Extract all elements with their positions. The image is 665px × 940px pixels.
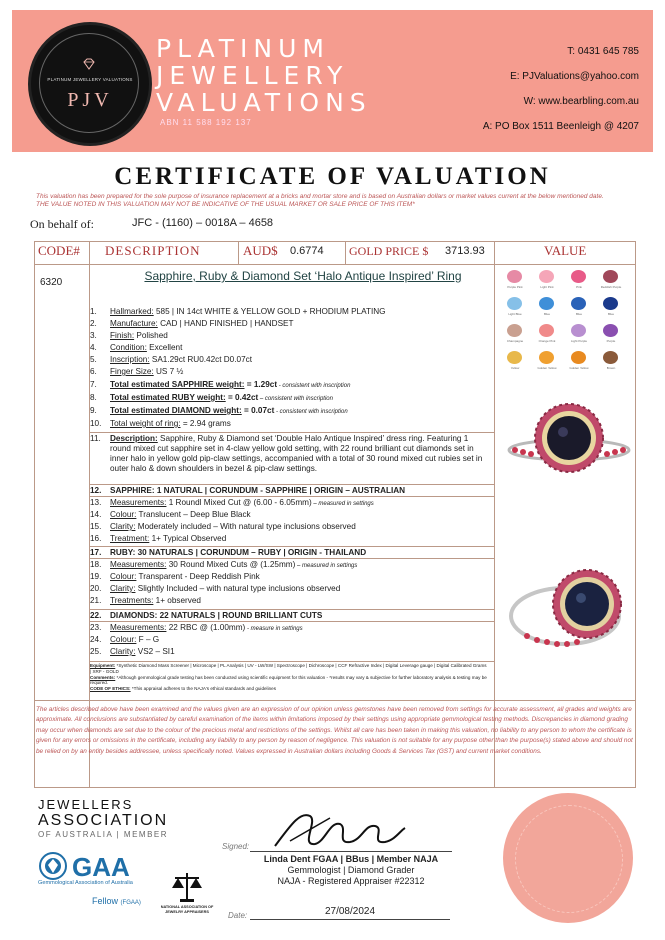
brand-line-2: JEWELLERY [156,61,349,90]
line-number: 13. [90,498,102,507]
gem-swatch-label: Yellow [510,366,520,370]
disclaimer [36,193,636,209]
item-code: 6320 [40,277,63,288]
behalf-value: JFC - (1160) – 0018A – 4658 [132,217,274,229]
line-number: 2. [90,319,97,328]
attribute-line: Total estimated SAPPHIRE weight: = 1.29ct - consistent with inscription [110,380,351,389]
naja-scales-icon [170,870,204,904]
gaa-subtitle: Gemmological Association of Australia [38,880,133,886]
gem-swatch-label: Light Blue [508,312,522,316]
line-number: 6. [90,367,97,376]
header-aud-value: 0.6774 [290,245,324,257]
gem-swatch-label: Purple [606,339,616,343]
line-number: 1. [90,307,97,316]
line-number: 5. [90,355,97,364]
ring-photo-side [505,556,633,661]
brand-line-1: PLATINUM [156,34,330,63]
line-number: 22. [90,611,102,620]
diamonds-detail: Colour: F – G [110,635,160,644]
gem-swatch-label: Pink [576,285,582,289]
line-number: 14. [90,510,102,519]
valuation-seal [503,793,633,923]
gem-swatch [507,324,522,337]
gem-swatch-label: Golden Yellow [569,366,589,370]
attribute-line: Condition: Excellent [110,343,183,352]
line-number: 3. [90,331,97,340]
line-number: 10. [90,419,102,428]
brand-line-3: VALUATIONS [156,88,372,117]
line-number: 18. [90,560,102,569]
ring-photo-top [505,388,633,496]
line-number: 16. [90,534,102,543]
ruby-detail: Treatments: 1+ observed [110,596,201,605]
date-label: Date: [228,911,248,920]
attribute-line: Finger Size: US 7 ½ [110,367,184,376]
line-number: 17. [90,548,102,557]
gem-swatch [571,351,586,364]
diamonds-heading: DIAMONDS: 22 NATURALS | ROUND BRILLIANT CUTS [110,611,323,620]
header-value: VALUE [544,243,587,258]
line-number: 8. [90,393,97,402]
fellow-label: Fellow (FGAA) [92,896,141,906]
gem-swatch [603,324,618,337]
gem-swatch-label: Brown [606,366,616,370]
footer-disclaimer: The articles described above have been examined and the values given are an expression of our opinion unless gemstones have been removed from settings for accurate assessment, all grades and weights are approximate. All conclusions are substantiated by careful examination of the items within limitations imposed by their settings using appropriate gemmological testing methods. Discrepancies in diamond grading may occur when diamonds are set due to the colour of the precious metal and restrictions of the settings. Whilst all care has been taken in making this valuation, no liability to any person to whom the certificate is given for any errors or omissions in the certificate, including any liability to any person by reason of negligence. This valuation is not suitable for any purpose other than the purpose(s) stated above and should not be relied on by an entity besides addressee, unless specifically noted. Values expressed in Australian dollars including Goods & Services Tax (GST) and current market conditions. [36,706,633,755]
diamond-icon [82,57,96,71]
gem-swatch-label: Orange Pink [538,339,556,343]
line-number: 21. [90,596,102,605]
contact-web: W: www.bearbling.com.au [523,96,639,107]
gem-swatch-label: Golden Yellow [537,366,557,370]
gem-swatch [507,270,522,283]
disclaimer-line-1: This valuation has been prepared for the sole purpose of insurance replacement at a bricks and mortar store and is based on Australian dollars or market values current at the below mentioned date. [36,193,604,200]
gem-swatch-label: Reddish Purple [600,285,622,289]
attribute-line: Finish: Polished [110,331,168,340]
gem-swatch-label: Light Pink [540,285,554,289]
header-description: DESCRIPTION [105,243,201,258]
diamonds-detail: Measurements: 22 RBC @ (1.00mm) - measure in settings [110,623,303,632]
gem-swatch [571,297,586,310]
notes-block: Equipment: *Synthetic Diamond Mass Screener | Microscope | PL Analysis | UV - LW/SW | Spectroscope | Dichroscope | CCF Refractive Index | Digital Leverage gauge | Digital Calibrated Grams | XRF - GOLD Comments: *Although gemmological grade testing has been conducted using scientific equipment for this valuation - *results may vary & subjective for further laboratory analysis & testing may be required. CODE OF ETHICS: *This appraisal adheres to the NAJA's ethical standards and guidelines [90,663,487,692]
disclaimer-line-2: THE VALUE NOTED IN THIS VALUATION MAY NOT BE INDICATIVE OF THE USUAL MARKET OR SALE PRICE OF THIS ITEM* [36,201,415,208]
contact-address: A: PO Box 1511 Beenleigh @ 4207 [482,121,639,132]
gem-swatch [603,297,618,310]
attribute-line: Hallmarked: 585 | IN 14ct WHITE & YELLOW GOLD + RHODIUM PLATING [110,307,386,316]
signature [270,806,410,852]
attribute-line: Total estimated DIAMOND weight: = 0.07ct - consistent with inscription [110,406,348,415]
signer-title: Gemmologist | Diamond Grader [287,865,415,875]
gem-swatch [571,324,586,337]
gem-swatch [539,324,554,337]
contact-email: E: PJValuations@yahoo.com [510,71,639,82]
attribute-line: Manufacture: CAD | HAND FINISHED | HANDSET [110,319,294,328]
ja-logo-line-3: OF AUSTRALIA | MEMBER [38,830,169,839]
signed-label: Signed: [222,842,250,851]
line-number: 12. [90,486,102,495]
header-code: CODE# [38,243,80,258]
pjv-logo [28,22,152,146]
line-number: 7. [90,380,97,389]
item-title: Sapphire, Ruby & Diamond Set ‘Halo Antique Inspired’ Ring [144,269,462,283]
gem-swatch [539,297,554,310]
gaa-globe-icon [38,851,68,881]
sapphire-detail: Clarity: Moderately included – With natural type inclusions observed [110,522,356,531]
gaa-logo-text: GAA [72,852,130,882]
gem-swatch-label: Blue [575,312,582,316]
certificate-title: CERTIFICATE OF VALUATION [114,163,551,190]
gem-swatch [603,270,618,283]
line-number: 20. [90,584,102,593]
abn-number: ABN 11 588 192 137 [160,118,252,127]
gem-swatch [539,351,554,364]
logo-initials: PJV [67,89,113,111]
contact-phone: T: 0431 645 785 [567,46,639,57]
ja-logo-line-2: ASSOCIATION [38,812,169,829]
attribute-line: Total weight of ring: = 2.94 grams [110,419,231,428]
line-number: 23. [90,623,102,632]
attribute-line: Total estimated RUBY weight: = 0.42ct – consistent with inscription [110,393,333,402]
line-number: 9. [90,406,97,415]
ruby-heading: RUBY: 30 NATURALS | CORUNDUM – RUBY | ORIGIN - THAILAND [110,548,367,557]
line-number: 24. [90,635,102,644]
line-number: 19. [90,572,102,581]
date-value: 27/08/2024 [324,906,376,917]
header-gold-label: GOLD PRICE $ [349,244,429,258]
sapphire-detail: Colour: Translucent – Deep Blue Black [110,510,251,519]
line-number: 4. [90,343,97,352]
gem-swatch [571,270,586,283]
sapphire-detail: Measurements: 1 Roundl Mixed Cut @ (6.00 - 6.05mm) – measured in settings [110,498,374,507]
gem-swatch-label: Light Purple [570,339,587,343]
gem-swatch [539,270,554,283]
gem-swatch-label: Purple Pink [507,285,523,289]
gem-swatch-label: Blue [607,312,614,316]
gem-swatch-label: Blue [543,312,550,316]
ruby-detail: Colour: Transparent - Deep Reddish Pink [110,572,260,581]
ja-logo-line-1: JEWELLERS [38,797,134,812]
signer-name: Linda Dent FGAA | BBus | Member NAJA [263,854,439,864]
ruby-detail: Clarity: Slightly Included – with natural type inclusions observed [110,584,341,593]
gem-swatch [603,351,618,364]
logo-subtext: PLATINUM JEWELLERY VALUATIONS [47,77,133,82]
gem-swatch-label: Champagne [506,339,524,343]
ruby-detail: Measurements: 30 Round Mixed Cuts @ (1.25mm) – measured in settings [110,560,358,569]
naja-label: NATIONAL ASSOCIATION OF JEWELRY APPRAISERS [160,905,214,914]
behalf-label: On behalf of: [30,217,94,231]
signer-registration: NAJA - Registered Appraiser #22312 [277,876,425,886]
gem-swatch [507,297,522,310]
line-number: 11. [90,434,101,443]
description-text: Description: Sapphire, Ruby & Diamond set ‘Double Halo Antique Inspired’ dress ring. Featuring 1 round mixed cut sapphire set in 4-claw yellow gold setting, with 22 round brilliant cut diamonds set in inner halo in yellow gold pip-claw settings, accompanied with a total of 30 round mixed cut rubies set in outer halo & down shoulders in bezel & pip-claw settings. [110,434,483,473]
diamonds-detail: Clarity: VS2 – SI1 [110,647,175,656]
header-gold-value: 3713.93 [445,245,485,257]
attribute-line: Inscription: SA1.29ct RU0.42ct D0.07ct [110,355,252,364]
sapphire-heading: SAPPHIRE: 1 NATURAL | CORUNDUM - SAPPHIRE | ORIGIN – AUSTRALIAN [110,486,406,495]
sapphire-detail: Treatment: 1+ Typical Observed [110,534,227,543]
gem-swatch [507,351,522,364]
line-number: 15. [90,522,102,531]
line-number: 25. [90,647,102,656]
header-aud-label: AUD$ [243,243,278,258]
